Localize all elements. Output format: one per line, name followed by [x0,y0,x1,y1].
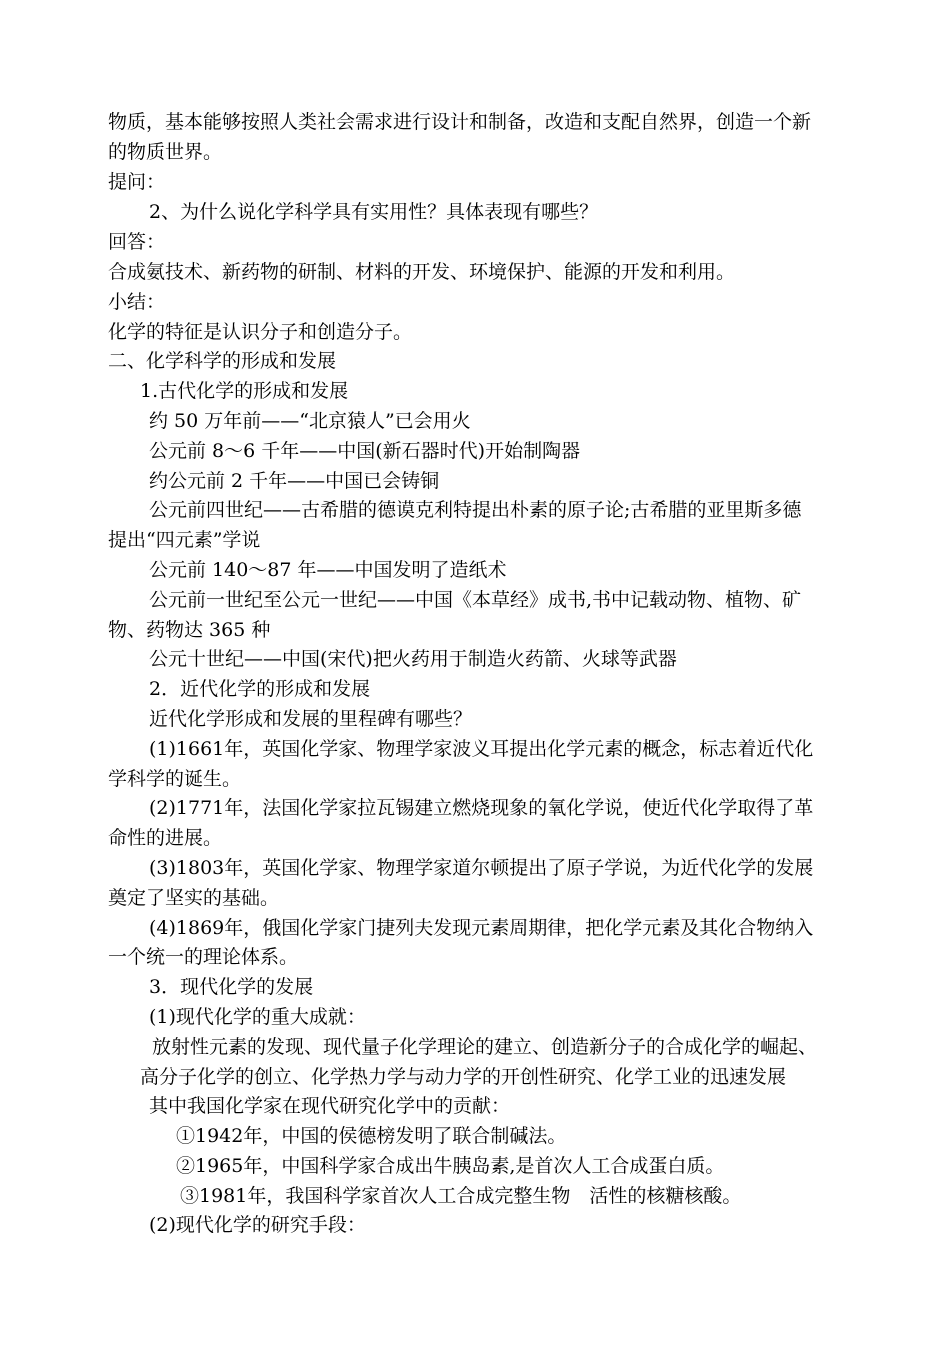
text-line: 其中我国化学家在现代研究化学中的贡献： [149,1095,511,1117]
timeline-item: 约 50 万年前——“北京猿人”已会用火 [149,410,471,432]
milestone-item-continued: 奠定了坚实的基础。 [108,887,280,909]
milestone-item: (2)1771年，法国化学家拉瓦锡建立燃烧现象的氧化学说，使近代化学取得了革 [149,797,814,819]
text-line: 化学的特征是认识分子和创造分子。 [108,321,413,343]
timeline-item: 公元前四世纪——古希腊的德谟克利特提出朴素的原子论;古希腊的亚里斯多德 [149,499,802,521]
contribution-item: ②1965年，中国科学家合成出牛胰岛素,是首次人工合成蛋白质。 [176,1155,725,1177]
milestone-item: (3)1803年，英国化学家、物理学家道尔顿提出了原子学说，为近代化学的发展 [149,857,814,879]
text-line: (1)现代化学的重大成就： [149,1006,366,1028]
contribution-item: ①1942年，中国的侯德榜发明了联合制碱法。 [176,1125,567,1147]
timeline-item: 公元前 140～87 年——中国发明了造纸术 [149,559,507,581]
text-line: 的物质世界。 [108,141,223,163]
milestone-item: (1)1661年，英国化学家、物理学家波义耳提出化学元素的概念，标志着近代化 [149,738,814,760]
text-line: 2、为什么说化学科学具有实用性？具体表现有哪些？ [149,201,599,223]
timeline-item-continued: 物、药物达 365 种 [108,619,271,641]
milestone-item: (4)1869年，俄国化学家门捷列夫发现元素周期律，把化学元素及其化合物纳入 [149,917,814,939]
text-line: (2)现代化学的研究手段： [149,1214,366,1236]
text-line: 放射性元素的发现、现代量子化学理论的建立、创造新分子的合成化学的崛起、 [152,1036,818,1058]
text-line: 合成氨技术、新药物的研制、材料的开发、环境保护、能源的开发和利用。 [108,261,736,283]
subsection-heading: 3．现代化学的发展 [149,976,314,998]
timeline-item-continued: 提出“四元素”学说 [108,529,261,551]
text-line: 提问： [108,171,166,193]
text-line: 小结： [108,291,166,313]
text-line: 高分子化学的创立、化学热力学与动力学的开创性研究、化学工业的迅速发展 [140,1066,787,1088]
text-line: 回答： [108,231,166,253]
text-line: 近代化学形成和发展的里程碑有哪些？ [149,708,473,730]
text-line: 物质，基本能够按照人类社会需求进行设计和制备，改造和支配自然界，创造一个新 [108,111,812,133]
timeline-item: 公元十世纪——中国(宋代)把火药用于制造火药箭、火球等武器 [149,648,677,670]
timeline-item: 公元前 8～6 千年——中国(新石器时代)开始制陶器 [149,440,581,462]
section-heading: 二、化学科学的形成和发展 [108,350,337,372]
timeline-item: 公元前一世纪至公元一世纪——中国《本草经》成书,书中记载动物、植物、矿 [149,589,802,611]
contribution-item: ③1981年，我国科学家首次人工合成完整生物 活性的核糖核酸。 [180,1185,742,1207]
subsection-heading: 2．近代化学的形成和发展 [149,678,371,700]
milestone-item-continued: 学科学的诞生。 [108,768,242,790]
subsection-heading: 1.古代化学的形成和发展 [140,380,349,402]
timeline-item: 约公元前 2 千年——中国已会铸铜 [149,470,440,492]
milestone-item-continued: 一个统一的理论体系。 [108,946,299,968]
milestone-item-continued: 命性的进展。 [108,827,223,849]
